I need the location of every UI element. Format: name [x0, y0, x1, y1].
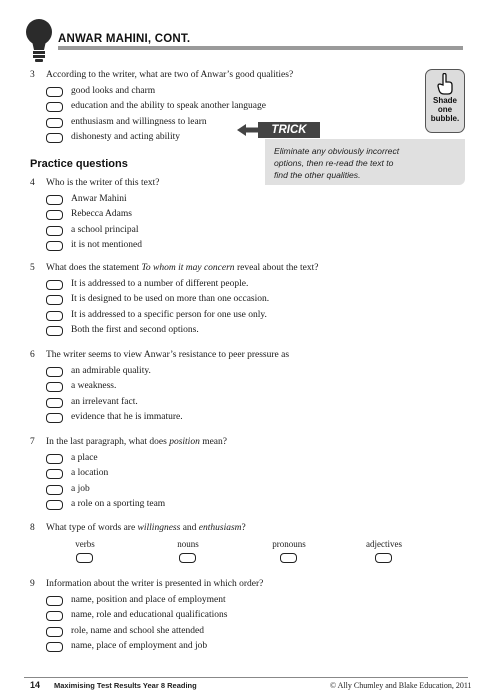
answer-bubble[interactable]: [46, 469, 63, 479]
one-label: one: [437, 105, 453, 114]
answer-label: it is not mentioned: [71, 240, 142, 250]
trick-tip-line: Eliminate any obviously incorrect: [274, 146, 400, 156]
answer-label: a school principal: [71, 225, 139, 235]
stem-emphasis: willingness: [137, 523, 181, 533]
answer-label: name, position and place of employment: [71, 595, 226, 605]
question-number: 9: [30, 579, 35, 589]
answer-label: verbs: [75, 539, 95, 549]
answer-label: Anwar Mahini: [71, 194, 127, 204]
answer-bubble[interactable]: [46, 454, 63, 464]
answer-label: enthusiasm and willingness to learn: [71, 117, 207, 127]
answer-label: good looks and charm: [71, 86, 156, 96]
answer-label: It is designed to be used on more than one occasion.: [71, 294, 270, 304]
answer-bubble[interactable]: [46, 210, 63, 220]
section-heading: Practice questions: [30, 158, 128, 170]
stem-text: and: [180, 523, 199, 533]
stem-emphasis: enthusiasm: [198, 523, 242, 533]
answer-option[interactable]: [55, 539, 115, 569]
question-stem: [46, 437, 227, 447]
q8-options: [0, 539, 494, 569]
question-stem: [46, 263, 318, 273]
stem-text: reveal about the text?: [234, 263, 319, 273]
question-number: 8: [30, 523, 35, 533]
answer-label: name, place of employment and job: [71, 641, 208, 651]
answer-bubble[interactable]: [46, 326, 63, 336]
answer-bubble[interactable]: [46, 118, 63, 128]
answer-bubble[interactable]: [46, 413, 63, 423]
answer-label: a job: [71, 484, 90, 494]
answer-label: education and the ability to speak another language: [71, 101, 266, 111]
answer-label: an admirable quality.: [71, 366, 151, 376]
question-number: 3: [30, 70, 35, 80]
answer-option[interactable]: [158, 539, 218, 569]
stem-text: ?: [241, 523, 246, 533]
question-stem: Who is the writer of this text?: [46, 178, 160, 188]
answer-bubble[interactable]: [46, 226, 63, 236]
header-rule: [58, 46, 463, 50]
answer-bubble[interactable]: [46, 280, 63, 290]
answer-bubble[interactable]: [46, 367, 63, 377]
question-number: 4: [30, 178, 35, 188]
answer-bubble[interactable]: [46, 133, 63, 143]
answer-bubble[interactable]: [46, 627, 63, 637]
answer-bubble[interactable]: [46, 398, 63, 408]
page-number: 14: [30, 680, 41, 690]
answer-bubble[interactable]: [46, 241, 63, 251]
footer-rule: [24, 677, 468, 678]
answer-label: a weakness.: [71, 381, 117, 391]
answer-bubble[interactable]: [46, 611, 63, 621]
answer-label: pronouns: [272, 539, 306, 549]
answer-label: nouns: [177, 539, 199, 549]
stem-text: What does the statement: [46, 263, 142, 273]
answer-label: an irrelevant fact.: [71, 397, 138, 407]
stem-text: mean?: [199, 437, 227, 447]
question-stem: According to the writer, what are two of Anwar’s good qualities?: [46, 70, 294, 80]
answer-bubble[interactable]: [76, 553, 93, 563]
page-header-title: ANWAR MAHINI, CONT.: [58, 33, 191, 45]
answer-bubble[interactable]: [46, 295, 63, 305]
question-number: 7: [30, 437, 35, 447]
stem-emphasis: position: [169, 437, 200, 447]
answer-label: dishonesty and acting ability: [71, 132, 180, 142]
answer-label: It is addressed to a specific person for one use only.: [71, 310, 267, 320]
question-stem: Information about the writer is presented in which order?: [46, 579, 264, 589]
stem-text: In the last paragraph, what does: [46, 437, 170, 447]
copyright-notice: © Ally Chumley and Blake Education, 2011: [330, 681, 472, 690]
shade-label: Shade: [432, 96, 457, 105]
question-number: 6: [30, 350, 35, 360]
trick-label: TRICK: [258, 122, 320, 138]
answer-bubble[interactable]: [46, 596, 63, 606]
answer-label: adjectives: [366, 539, 402, 549]
question-stem: The writer seems to view Anwar’s resistance to peer pressure as: [46, 350, 290, 360]
answer-label: a location: [71, 468, 109, 478]
answer-bubble[interactable]: [46, 311, 63, 321]
stem-text: What type of words are: [46, 523, 138, 533]
answer-label: a role on a sporting team: [71, 499, 166, 509]
book-title: Maximising Test Results Year 8 Reading: [54, 681, 197, 690]
answer-option[interactable]: [354, 539, 414, 569]
answer-bubble[interactable]: [46, 500, 63, 510]
shade-one-bubble-box: [425, 69, 465, 133]
answer-label: a place: [71, 453, 98, 463]
answer-bubble[interactable]: [46, 195, 63, 205]
pointing-hand-icon: [436, 73, 454, 95]
answer-bubble[interactable]: [280, 553, 297, 563]
trick-tip-line: options, then re-read the text to: [274, 158, 394, 168]
answer-label: It is addressed to a number of different people.: [71, 279, 249, 289]
stem-emphasis: To whom it may concern: [141, 263, 235, 273]
answer-label: Rebecca Adams: [71, 209, 132, 219]
answer-label: evidence that he is immature.: [71, 412, 183, 422]
answer-label: role, name and school she attended: [71, 626, 204, 636]
lightbulb-icon: [24, 16, 54, 66]
question-stem: [46, 523, 246, 533]
answer-label: Both the first and second options.: [71, 325, 199, 335]
answer-bubble[interactable]: [46, 382, 63, 392]
trick-tip-line: find the other qualities.: [274, 170, 361, 180]
answer-bubble[interactable]: [46, 642, 63, 652]
answer-bubble[interactable]: [46, 87, 63, 97]
answer-bubble[interactable]: [179, 553, 196, 563]
trick-tip: [265, 139, 465, 185]
bubble-label: bubble.: [430, 114, 460, 123]
answer-bubble[interactable]: [46, 485, 63, 495]
question-number: 5: [30, 263, 35, 273]
answer-bubble[interactable]: [46, 102, 63, 112]
answer-bubble[interactable]: [375, 553, 392, 563]
answer-label: name, role and educational qualifications: [71, 610, 228, 620]
answer-option[interactable]: [259, 539, 319, 569]
